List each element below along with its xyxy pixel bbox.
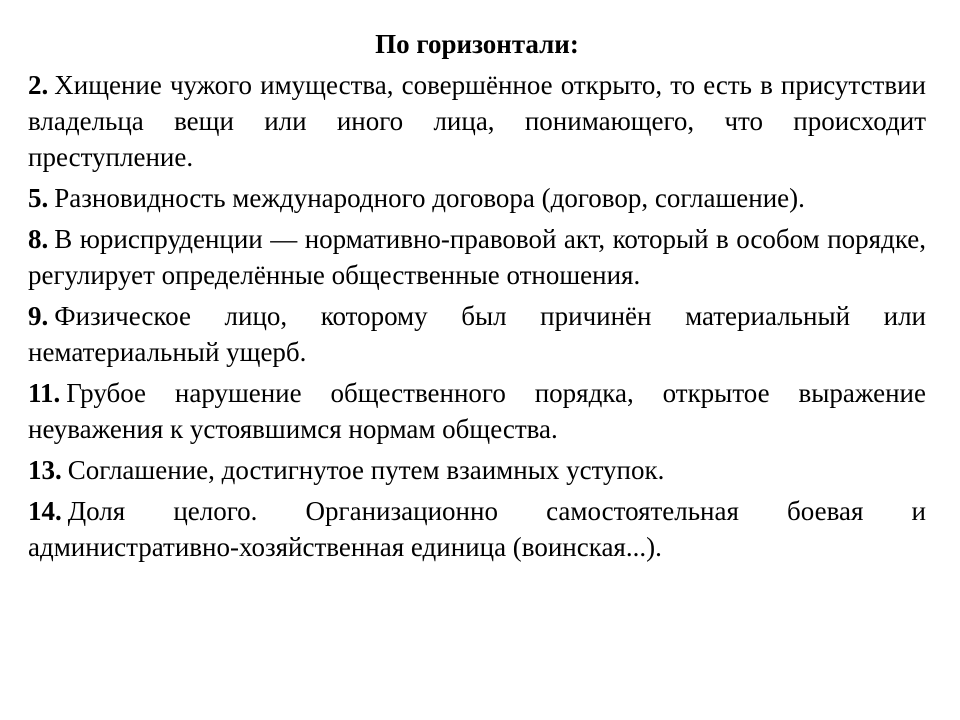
clue-number: 2. <box>28 70 49 100</box>
clue-item <box>28 221 926 293</box>
clue-number: 9. <box>28 301 49 331</box>
clue-number: 14. <box>28 496 62 526</box>
clue-number: 8. <box>28 224 49 254</box>
clue-text: Хищение чужого имущества, совершённое открыто, то есть в присутствии владельца вещи или иного лица, понимающего, что происходит преступление. <box>28 70 926 172</box>
clue-item <box>28 452 926 488</box>
clue-number: 11. <box>28 378 61 408</box>
clue-text: Соглашение, достигнутое путем взаимных уступок. <box>67 455 665 485</box>
clue-text: В юриспруденции — нормативно-правовой акт, который в особом порядке, регулирует определённые общественные отношения. <box>28 224 926 290</box>
clue-text: Грубое нарушение общественного порядка, открытое выражение неуважения к устоявшимся нормам общества. <box>28 378 926 444</box>
clue-item <box>28 375 926 447</box>
clue-number: 13. <box>28 455 62 485</box>
clue-item <box>28 180 926 216</box>
clue-item <box>28 298 926 370</box>
clue-text: Физическое лицо, которому был причинён материальный или нематериальный ущерб. <box>28 301 926 367</box>
clue-item <box>28 67 926 175</box>
section-heading: По горизонтали: <box>375 29 579 59</box>
clue-item <box>28 493 926 565</box>
clue-list <box>28 67 926 565</box>
clue-number: 5. <box>28 183 49 213</box>
clue-text: Доля целого. Организационно самостоятельная боевая и административно-хозяйственная единица (воинская...). <box>28 496 926 562</box>
clue-text: Разновидность международного договора (договор, соглашение). <box>54 183 805 213</box>
